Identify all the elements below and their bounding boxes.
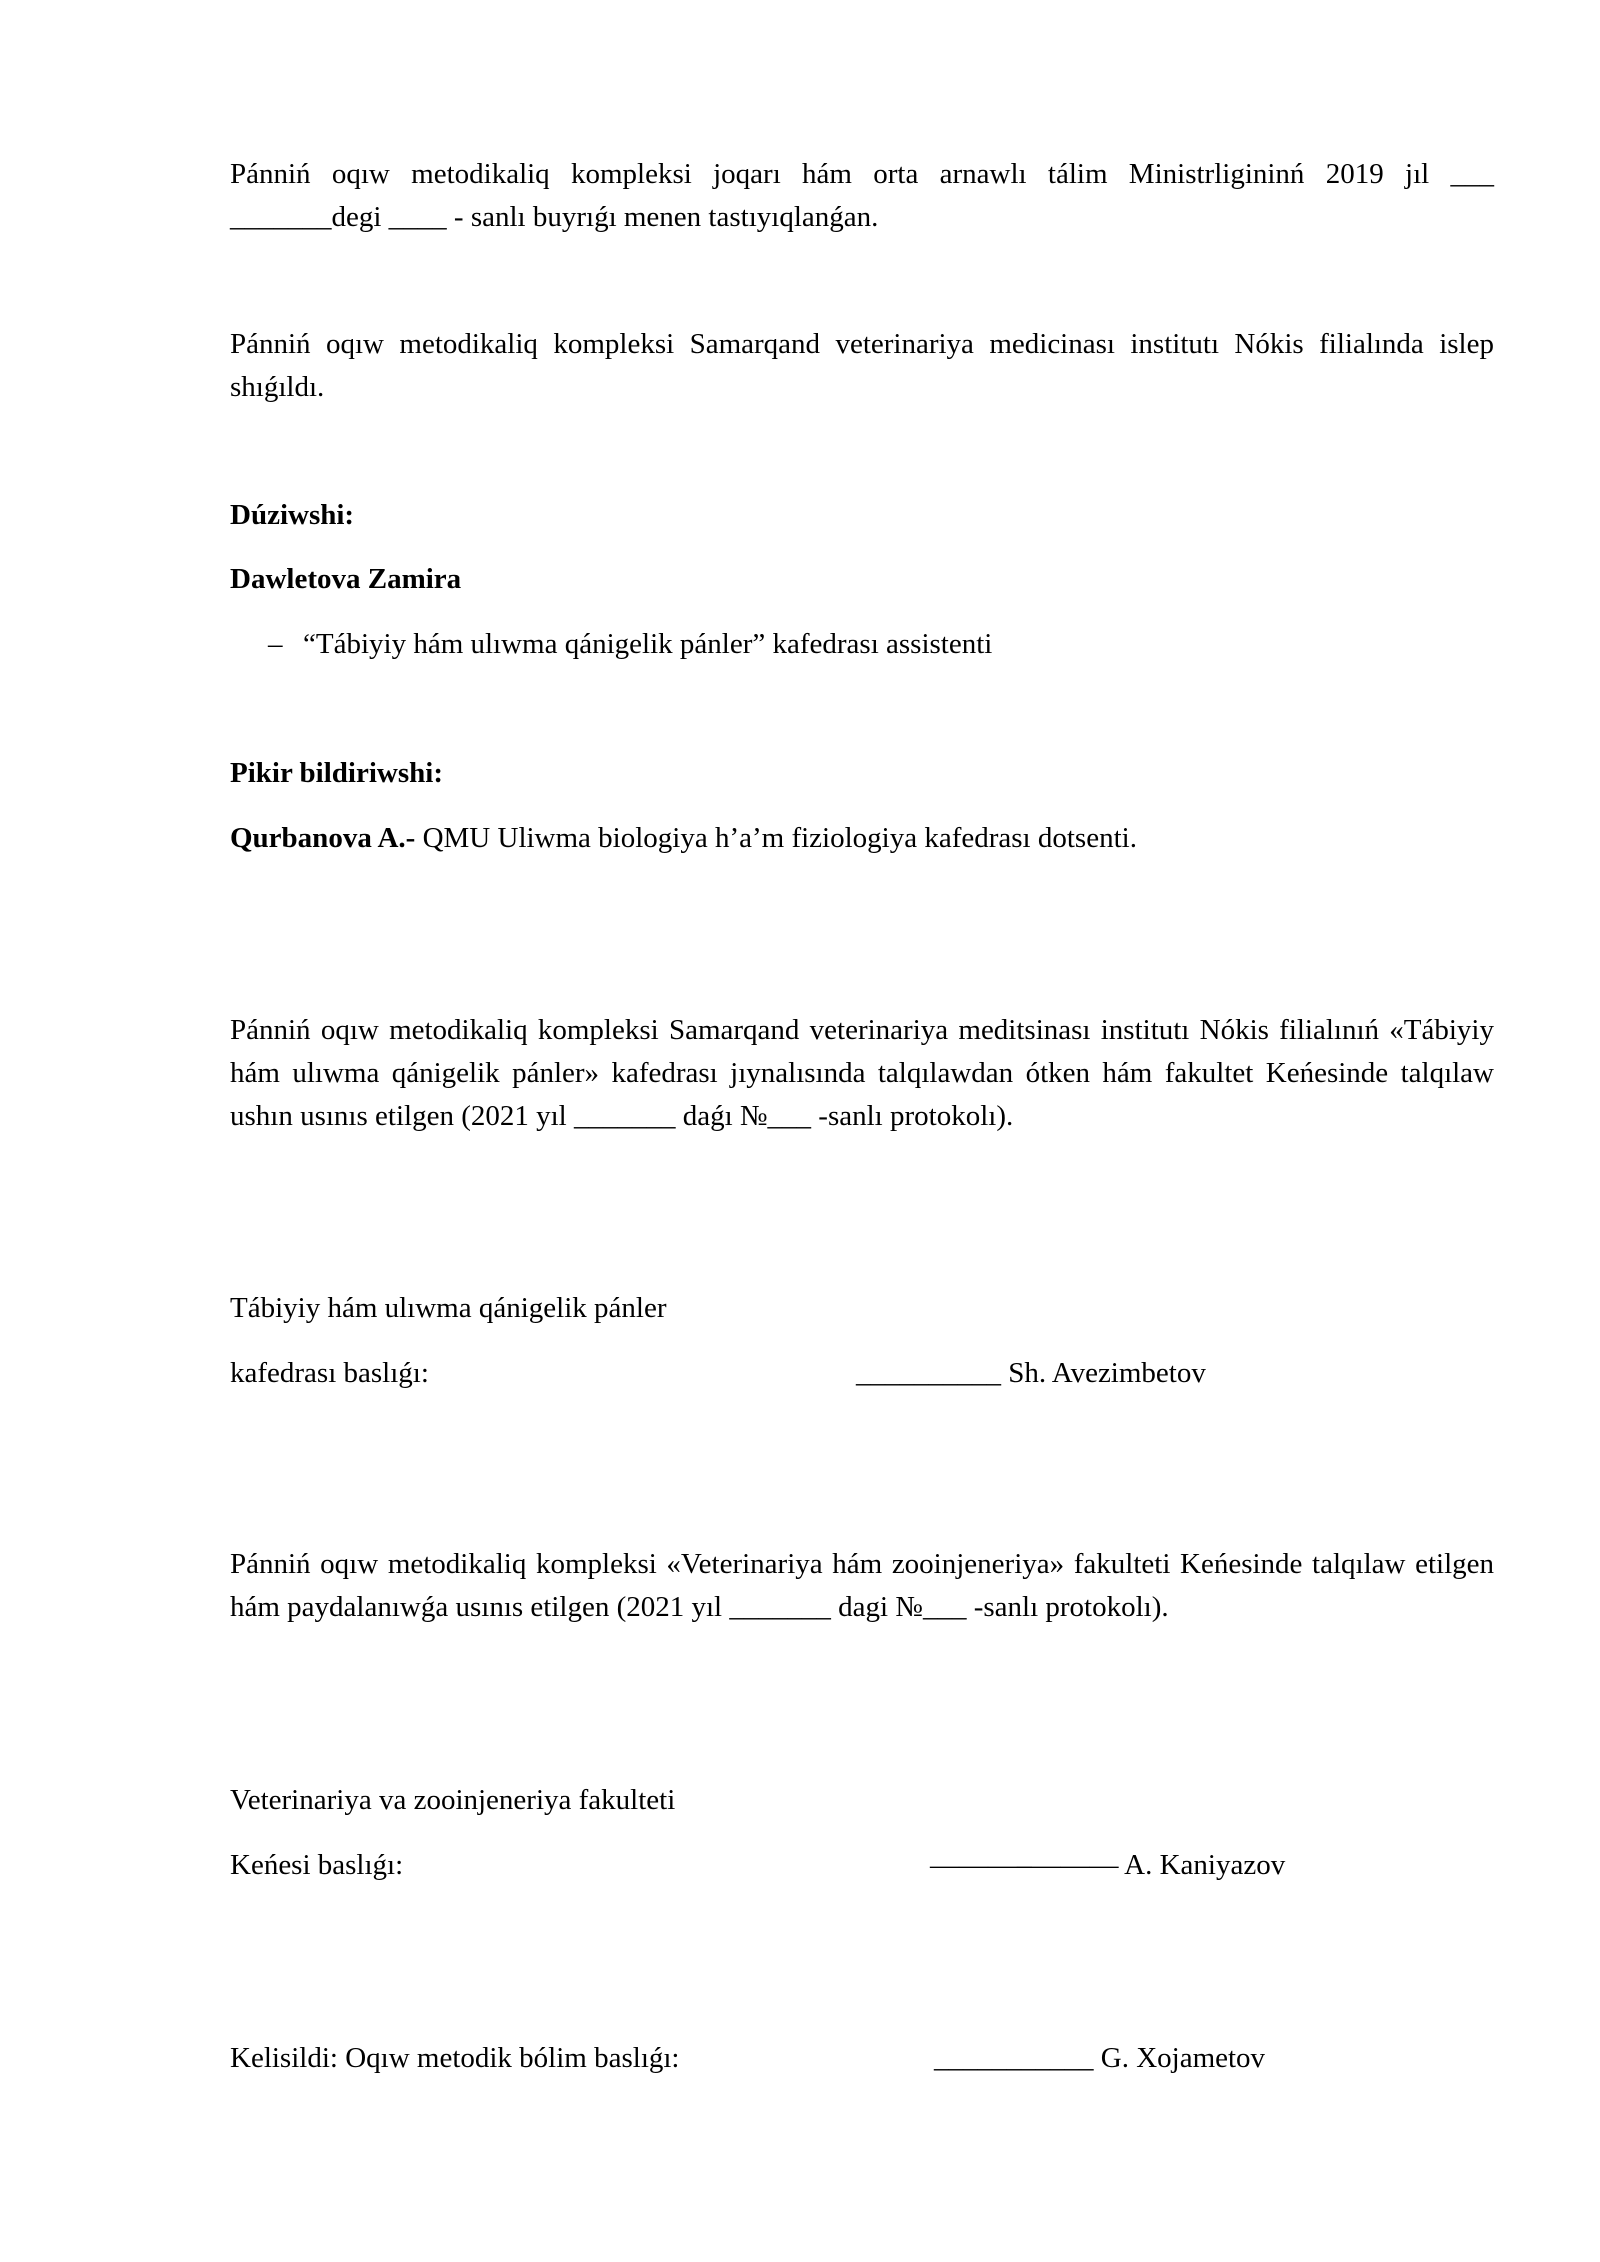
author-heading: Dúziwshi: <box>230 499 355 531</box>
faculty-head-signature: ———–——— A. Kaniyazov <box>930 1849 1286 1881</box>
department-discussion-paragraph: Pánniń oqıw metodikaliq kompleksi Samarqand veterinariya meditsinası institutı Nókis filialınıń «Tábiyiy hám ulıwma qánigelik pánler» kafedrası jıynalısında talqılawdan ótken hám fakultet Keńesinde talqılaw ushın usınıs etilgen (2021 yıl _______ daǵı №___ -sanlı protokolı). <box>230 1014 1494 1132</box>
reviewer-line <box>230 817 1494 860</box>
approval-paragraph <box>230 153 1494 239</box>
agreed-label: Kelisildi: Oqıw metodik bólim baslıǵı: <box>230 2042 680 2074</box>
author-position: “Tábiyiy hám ulıwma qánigelik pánler” kafedrası assistenti <box>303 628 993 660</box>
author-position-item <box>268 623 1494 666</box>
faculty-head-row <box>230 1844 1494 1887</box>
reviewer-heading: Pikir bildiriwshi: <box>230 757 443 789</box>
department-head-signature: __________ Sh. Avezimbetov <box>856 1357 1206 1389</box>
reviewer-position: QMU Uliwma biologiya h’a’m fiziologiya kafedrası dotsenti. <box>415 822 1137 854</box>
prepared-paragraph: Pánniń oqıw metodikaliq kompleksi Samarqand veterinariya medicinası institutı Nókis filialında islep shıǵıldı. <box>230 328 1494 403</box>
agreed-row <box>230 2037 1494 2080</box>
list-dash: – <box>268 628 283 660</box>
author-name: Dawletova Zamira <box>230 563 462 595</box>
department-head-row <box>230 1352 1494 1395</box>
faculty-head-label: Keńesi baslıǵı: <box>230 1849 404 1881</box>
faculty-discussion-paragraph: Pánniń oqıw metodikaliq kompleksi «Veterinariya hám zooinjeneriya» fakulteti Keńesinde talqılaw etilgen hám paydalanıwǵa usınıs etilgen (2021 yıl _______ dagi №___ -sanlı protokolı). <box>230 1548 1494 1623</box>
agreed-signature: ___________ G. Xojametov <box>934 2042 1266 2074</box>
reviewer-name: Qurbanova A.- <box>230 822 416 854</box>
faculty-head-title: Veterinariya va zooinjeneriya fakulteti <box>230 1784 676 1816</box>
approval-line-1: Pánniń oqıw metodikaliq kompleksi joqarı hám orta arnawlı tálim Ministrligininń 2019 jıl ___ <box>230 158 1494 190</box>
department-head-title: Tábiyiy hám ulıwma qánigelik pánler <box>230 1292 667 1324</box>
department-head-label: kafedrası baslıǵı: <box>230 1357 429 1389</box>
approval-line-2: _______degi ____ - sanlı buyrıǵı menen tastıyıqlanǵan. <box>230 201 879 233</box>
